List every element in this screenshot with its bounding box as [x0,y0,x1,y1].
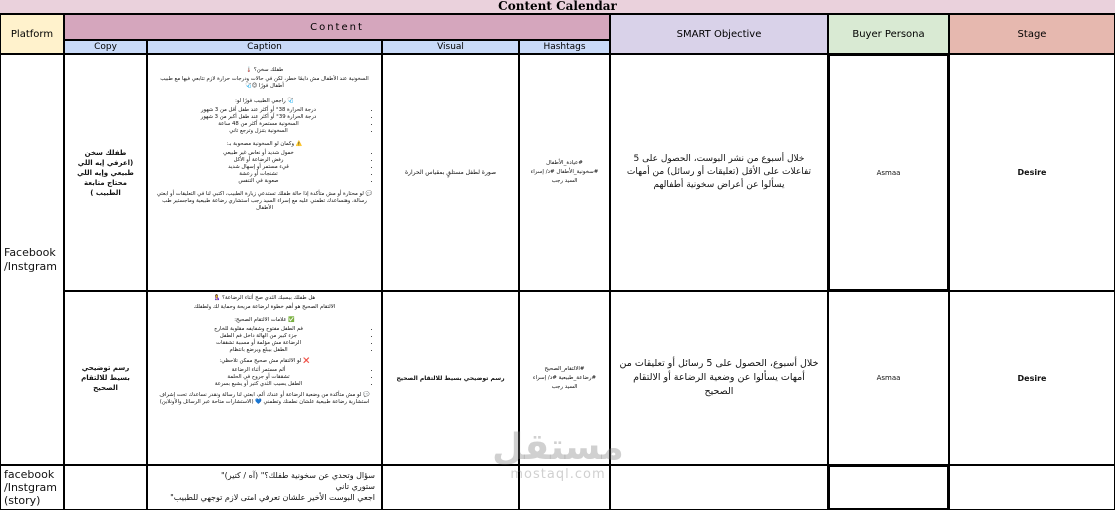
caption-line: سؤال وتحدي عن سخونية طفلك؟" (آه / كتير)" [221,471,375,480]
visual-text-2: رسم توضيحي بسيط للالتقام الصحيح [396,374,505,382]
caption-list-item: • درجة الحرارة 38° أو أكثر عند طفل أقل من 3 شهور [154,107,363,114]
caption-list-item: • السخونية مستمرة أكثر من 48 ساعة [154,121,363,128]
watermark-arabic: مستقل [492,427,624,468]
caption-line: 💬 لو محتارة أو مش متأكدة إذا حالة طفلك تستدعي زيارة الطبيب، اكتبي لنا في التعليقات أو ابعتي رسالة، وهنساعدك تطمني عليه مع إسراء السيد رجب استشاري رضاعة طبيعية وماجستير طب الأطفال [156,191,373,211]
caption-list-item: • الطفل بيبلع ويرضع بانتظام [154,347,363,354]
hashtags-text-2: #الالتقام_الصحيح #رضاعة_طبيعية #د/ إسراء السيد رجب [532,365,597,390]
smart-cell-3 [610,465,828,510]
stage-text-2: Desire [1017,373,1047,383]
persona-text-1: Asmaa [876,168,901,177]
caption-list-item: • قيء مستمر أو إسهال شديد [154,164,363,171]
header-content [64,14,610,40]
header-content-label: Content [310,21,364,33]
header-smart [610,14,828,54]
caption-line: ⚠️ وكمان لو السخونية مصحوبة بـ: [226,141,303,147]
copy-cell-1 [64,54,147,291]
caption-line: ستوري تاني [335,482,375,491]
caption-list-item: • فم الطفل مفتوح وشفايفه مقلوبة للخارج [154,326,363,333]
caption-list [154,367,375,388]
smart-text-1: خلال أسبوع من نشر البوست، الحصول على 5 تفاعلات على الأقل (تعليقات أو رسائل) من أمهات يسألوا عن أعراض سخونية أطفالهم [626,154,812,190]
header-stage-label: Stage [1017,28,1047,40]
header-platform [0,14,64,54]
stage-cell-1 [949,54,1115,291]
visual-text-1: صورة لطفل مستلقٍ بمقياس الحرارة [404,169,497,176]
platform-label-3: facebook /Instgram (story) [4,468,57,507]
caption-list-item: • تشنجات أو رعشة [154,171,363,178]
stage-cell-2 [949,291,1115,465]
copy-text-1: طفلك سخن (اعرفي إيه اللي طبيعي وإيه اللي محتاج متابعة الطبيب ) [77,148,134,197]
caption-line: 🩺 راجعي الطبيب فورًا لو: [235,98,294,104]
header-persona-label: Buyer Persona [852,28,925,40]
sheet-title: Content Calendar [0,0,1115,14]
caption-line: الالتقام الصحيح هو أهم خطوة لرضاعة مريحة وحماية لك ولطفلك [193,304,336,310]
smart-cell-1 [610,54,828,291]
visual-cell-1 [382,54,519,291]
copy-text-2: رسم توضيحي بسيط للالتقام الصحيح [81,364,130,392]
caption-list-item: • رفض الرضاعة أو الأكل [154,157,363,164]
caption-list-item: • درجة الحرارة 39° أو أكثر عند طفل أكبر من 3 شهور [154,114,363,121]
watermark-latin: mostaql.com [510,467,606,482]
header-visual-label: Visual [437,42,464,52]
persona-cell-3 [828,465,949,510]
caption-list [154,107,375,135]
header-copy-label: Copy [94,42,117,52]
caption-cell-3 [147,465,382,510]
copy-cell-3 [64,465,147,510]
stage-text-1: Desire [1017,168,1047,177]
caption-cell-1 [147,54,382,291]
header-smart-label: SMART Objective [676,28,762,40]
watermark [488,428,628,488]
caption-list-item: • الرضاعة مش مؤلمة أو مسببة تشققات [154,340,363,347]
caption-line: ❌ لو الالتقام مش صحيح ممكن تلاحظي: [219,358,310,364]
persona-cell-1 [828,54,949,291]
hashtags-cell-1 [519,54,610,291]
caption-list-item: • ألم مستمر أثناء الرضاعة [154,367,363,374]
header-hashtags [519,40,610,54]
caption-line: طفلك سخن؟ 🌡️ [245,67,284,73]
platform-cell-1 [0,54,64,465]
caption-list-item: • صعوبة في التنفس [154,178,363,185]
persona-text-2: Asmaa [876,374,901,382]
header-visual [382,40,519,54]
caption-list [154,326,375,354]
caption-line: هل طفلك بيسبك الثدي صح أثناء الرضاعة؟ 🤱 [213,295,316,301]
platform-label: Facebook /Instgram [4,245,57,273]
hashtags-text-1: #عيادة_الأطفال #سخونية_الأطفال #د/ إسراء السيد رجب [530,160,599,184]
stage-cell-3 [949,465,1115,510]
caption-cell-2 [147,291,382,465]
caption-list-item: • خمول شديد أو نعاس غير طبيعي [154,150,363,157]
caption-line: السخونية عند الأطفال مش دايمًا خطر، لكن في حالات ودرجات حرارة لازم تتابعي فيها مع طبيب أطفال فورًا 😊🩺 [160,76,369,89]
header-caption-label: Caption [247,42,282,52]
caption-line: اجعي البوست الأخير علشان تعرفي امتى لازم توجهي للطبيب" [170,493,375,502]
caption-line: 💬 لو مش متأكدة من وضعية الرضاعة أو عندك ألم، ابعتي لنا رسالة ونقدر نساعدك تحت إشراف استشارية رضاعة طبيعية علشان نطمنك وتطمني 💙 (الاستشارات متاحة عبر الرسائل والأونلاين) [159,392,370,405]
header-stage [949,14,1115,54]
persona-cell-2 [828,291,949,465]
copy-cell-2 [64,291,147,465]
header-persona [828,14,949,54]
caption-line: ✅ علامات الالتقام الصحيح: [234,317,295,323]
caption-list-item: • السخونية بتنزل وترجع تاني [154,128,363,135]
platform-cell-3 [0,465,64,510]
caption-list [154,150,375,185]
header-copy [64,40,147,54]
header-caption [147,40,382,54]
smart-cell-2 [610,291,828,465]
caption-list-item: • تشققات أو جروح في الحلمة [154,374,363,381]
smart-text-2: خلال أسبوع، الحصول على 5 رسائل أو تعليقات من أمهات يسألوا عن وضعية الرضاعة أو الالتقام الصحيح [619,358,819,397]
caption-list-item: • جزء كبير من الهالة داخل فم الطفل [154,333,363,340]
header-hashtags-label: Hashtags [543,42,586,52]
header-platform-label: Platform [10,28,54,40]
caption-list-item: • الطفل يسيب الثدي كتير أو يشبع بسرعة [154,381,363,388]
